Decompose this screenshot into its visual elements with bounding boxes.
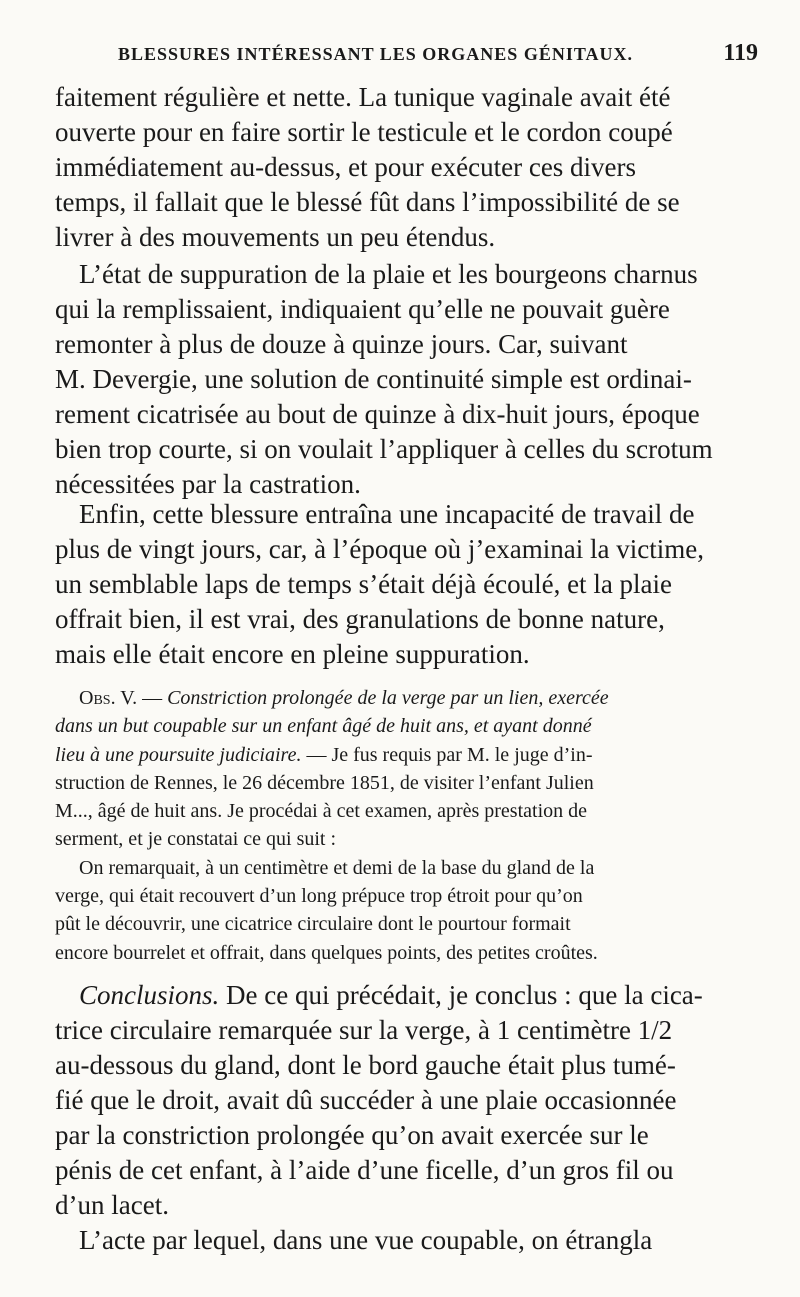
observation-title-end: lieu à une poursuite judiciaire.	[55, 743, 302, 766]
text-line: d’un lacet.	[55, 1190, 169, 1220]
text-line: pénis de cet enfant, à l’aide d’une ficelle, d’un gros fil ou	[55, 1155, 674, 1185]
observation-title-line: dans un but coupable sur un enfant âgé de huit ans, et ayant donné	[55, 715, 592, 738]
text-line: faitement régulière et nette. La tunique vaginale avait été	[55, 82, 671, 112]
paragraph-2	[55, 257, 755, 502]
text-line: bien trop courte, si on voulait l’appliquer à celles du scrotum	[55, 434, 713, 464]
observation-text: — Je fus requis par M. le juge d’in-	[301, 743, 593, 766]
observation-label: Obs. V. —	[79, 687, 163, 709]
text-line: remonter à plus de douze à quinze jours. Car, suivant	[55, 329, 628, 359]
text-line: On remarquait, à un centimètre et demi de la base du gland de la	[79, 856, 595, 879]
text-line: M..., âgé de huit ans. Je procédai à cet examen, après prestation de	[55, 800, 588, 823]
text-line: par la constriction prolongée qu’on avait exercée sur le	[55, 1120, 649, 1150]
text-line: nécessitées par la castration.	[55, 469, 361, 499]
conclusions-label: Conclusions.	[79, 980, 220, 1010]
text-line: struction de Rennes, le 26 décembre 1851, de visiter l’enfant Julien	[55, 771, 594, 794]
text-line: plus de vingt jours, car, à l’époque où j’examinai la victime,	[55, 534, 704, 564]
conclusions-text: De ce qui précédait, je conclus : que la cica-	[219, 980, 703, 1010]
page-number: 119	[723, 40, 758, 66]
final-paragraph	[55, 1223, 755, 1258]
text-line: rement cicatrisée au bout de quinze à dix-huit jours, époque	[55, 399, 700, 429]
observation-heading-line	[55, 684, 755, 712]
observation-block	[55, 684, 755, 967]
text-line	[55, 978, 755, 1013]
text-line: fié que le droit, avait dû succéder à une plaie occasionnée	[55, 1085, 677, 1115]
text-line: qui la remplissaient, indiquaient qu’elle ne pouvait guère	[55, 294, 670, 324]
paragraph-3	[55, 497, 755, 672]
text-line: immédiatement au-dessus, et pour exécuter ces divers	[55, 152, 637, 182]
conclusions-paragraph	[55, 978, 755, 1223]
page-header	[118, 40, 758, 74]
text-line: L’acte par lequel, dans une vue coupable, on étrangla	[79, 1225, 653, 1255]
text-line	[55, 741, 755, 769]
text-line: L’état de suppuration de la plaie et les bourgeons charnus	[79, 259, 698, 289]
text-line: serment, et je constatai ce qui suit :	[55, 828, 337, 851]
text-line: trice circulaire remarquée sur la verge, à 1 centimètre 1/2	[55, 1015, 673, 1045]
paragraph-1	[55, 80, 755, 255]
text-line: ouverte pour en faire sortir le testicule et le cordon coupé	[55, 117, 673, 147]
running-title: BLESSURES INTÉRESSANT LES ORGANES GÉNITAUX.	[118, 44, 633, 64]
text-line: au-dessous du gland, dont le bord gauche était plus tumé-	[55, 1050, 676, 1080]
text-line: M. Devergie, une solution de continuité simple est ordinai-	[55, 364, 692, 394]
text-line: livrer à des mouvements un peu étendus.	[55, 222, 496, 252]
text-line: mais elle était encore en pleine suppuration.	[55, 639, 530, 669]
text-line: verge, qui était recouvert d’un long prépuce trop étroit pour qu’on	[55, 885, 583, 908]
text-line: offrait bien, il est vrai, des granulations de bonne nature,	[55, 604, 665, 634]
text-line: temps, il fallait que le blessé fût dans l’impossibilité de se	[55, 187, 680, 217]
text-line: un semblable laps de temps s’était déjà écoulé, et la plaie	[55, 569, 673, 599]
observation-title: Constriction prolongée de la verge par un lien, exercée	[167, 687, 609, 709]
text-line: pût le découvrir, une cicatrice circulaire dont le pourtour formait	[55, 913, 571, 936]
text-line: encore bourrelet et offrait, dans quelques points, des petites croûtes.	[55, 941, 598, 964]
text-line: Enfin, cette blessure entraîna une incapacité de travail de	[79, 499, 695, 529]
